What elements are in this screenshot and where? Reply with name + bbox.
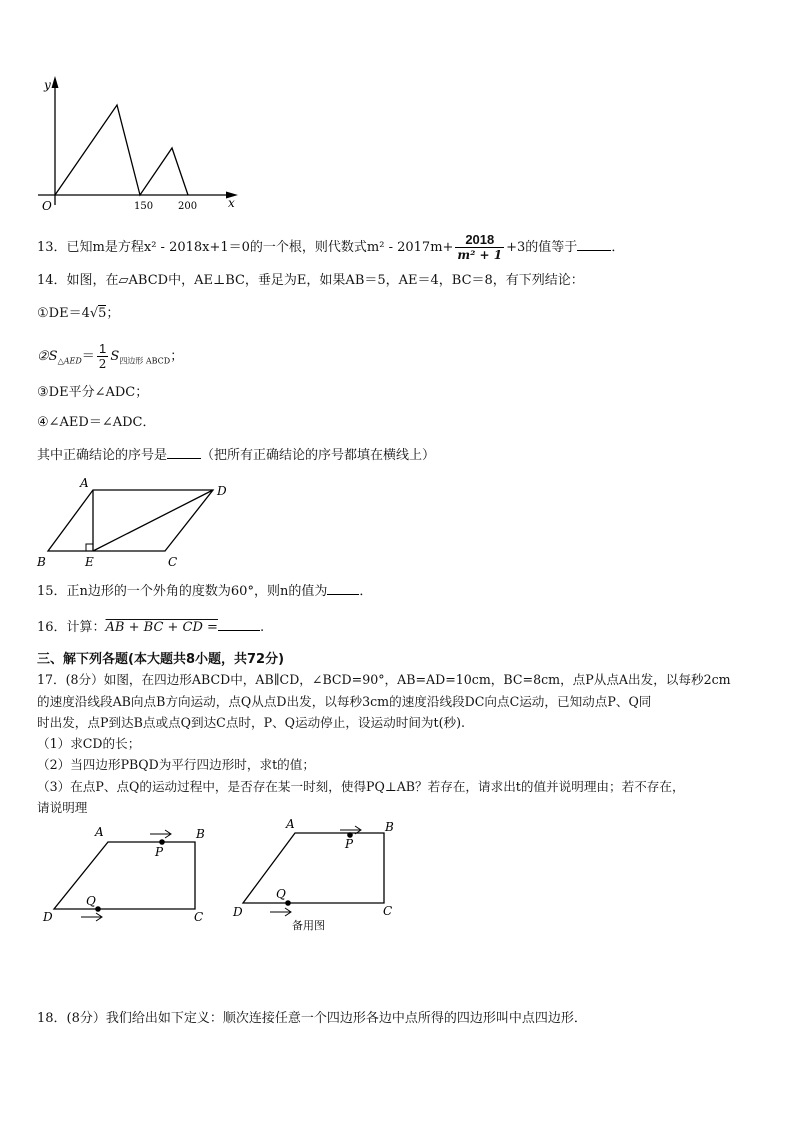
q14-answer-blank[interactable] [167,458,201,459]
q13-fraction [455,232,504,263]
fig2-label-b: B [385,820,394,834]
x-axis-label: x [228,196,235,210]
q13-prefix: 13．已知m是方程x² - 2018x+1＝0的一个根，则代数式m² - 2017m+ [37,240,454,255]
q17-line-3: 时出发，点P到达B点或点Q到达C点时，P、Q运动停止，设运动时间为t(秒). [37,715,466,730]
fig2-label-c: C [383,904,393,918]
label-b: B [37,555,46,569]
fig2-label-d: D [233,905,243,919]
x-axis [38,192,238,199]
q13-end: ． [611,240,625,255]
q15-prefix: 15．正n边形的一个外角的度数为60°，则n的值为 [37,584,328,599]
right-angle-mark [86,544,93,551]
question-13 [37,232,624,263]
q14-c2-numerator: 1 [97,341,109,357]
origin-label: O [42,199,52,213]
q14-ask-suffix: （把所有正确结论的序号都填在横线上） [201,448,436,463]
fig2-label-q: Q [276,887,286,901]
q14-question [37,447,435,465]
q13-suffix: +3的值等于 [506,240,578,255]
q13-answer-blank[interactable] [577,250,611,251]
fig1-label-a: A [95,825,104,839]
q14-c2-prefix: ②S [37,349,58,364]
fig2-caption: 备用图 [292,919,325,932]
q14-conclusion-3: ③DE平分∠ADC； [37,385,149,400]
graph-line [55,105,188,195]
q17-part-2: （2）当四边形PBQD为平行四边形时，求t的值； [37,757,315,772]
q14-conclusion-2 [37,341,183,372]
q17-part-1: （1）求CD的长； [37,736,141,751]
q14-c2-s: S [110,349,120,364]
point-q-1 [95,906,101,912]
distance-time-graph [0,0,794,230]
q14-c2-sub2: 四边形 ABCD [119,356,171,366]
trapezoid-abcd-1 [54,842,195,909]
q14-c2-fraction [97,341,109,372]
q14-c2-denominator: 2 [98,357,107,371]
q14-c2-eq: ＝ [81,349,95,364]
q14-conclusion-1 [37,305,119,323]
sqrt-sign-icon: √ [89,306,99,321]
question-18: 18．(8分）我们给出如下定义：顺次连接任意一个四边形各边中点所得的四边形叫中点四边形． [37,1011,587,1026]
fig1-label-b: B [196,827,205,841]
fig1-label-q: Q [86,894,96,908]
tick-label-150: 150 [134,201,154,212]
fig1-label-c: C [194,910,204,924]
q14-c1-suffix: ； [106,306,120,321]
segment-de [93,490,213,551]
trapezoid-figures [0,817,794,940]
q13-frac-denominator: m² + 1 [457,248,503,262]
q16-answer-blank[interactable] [218,630,260,631]
q16-prefix: 16．计算： [37,620,106,635]
q14-ask-prefix: 其中正确结论的序号是 [37,448,168,463]
fig1-label-d: D [43,910,53,924]
point-p-1 [159,839,165,845]
fig1-label-p: P [155,845,164,859]
label-a: A [80,476,89,490]
label-d: D [217,484,227,498]
q14-conclusion-4: ④∠AED＝∠ADC． [37,415,156,430]
y-axis [52,76,59,205]
parallelogram-abcd [48,490,213,551]
trapezoid-figure-2 [232,817,394,932]
q14-c2-suffix: ； [170,349,184,364]
y-axis-label: y [44,78,51,92]
question-16 [37,619,264,637]
q17-part-3-continued: 请说明理 [37,800,88,815]
fig2-label-p: P [345,837,354,851]
q16-suffix: . [259,620,265,635]
question-14-stem: 14．如图，在▱ABCD中，AE⊥BC，垂足为E，如果AB＝5，AE＝4，BC＝8，有下列结论： [37,273,584,288]
tick-label-200: 200 [178,201,198,212]
label-e: E [85,555,94,569]
q14-c1-prefix: ①DE＝4 [37,306,90,321]
label-c: C [168,555,178,569]
q14-c1-radicand: 5 [98,306,107,321]
point-q-2 [285,900,291,906]
q13-frac-numerator: 2018 [455,232,504,248]
q17-part-3: （3）在点P、点Q的运动过程中，是否存在某一时刻，使得PQ⊥AB？若存在，请求出t的值并说明理由；若不存在， [37,779,685,794]
q15-answer-blank[interactable] [327,594,359,595]
parallelogram-figure [0,475,794,575]
q17-line-2: 的速度沿线段AB向点B方向运动，点Q从点D出发，以每秒3cm的速度沿线段DC向点C运动，已知动点P、Q同 [37,694,652,709]
trapezoid-figure-1 [42,825,205,924]
question-15 [37,583,372,601]
q15-suffix: ． [359,584,373,599]
fig2-label-a: A [286,817,295,831]
q14-c2-sub1: △AED [57,356,82,366]
trapezoid-abcd-2 [243,833,384,903]
q16-vector-expression: AB + BC + CD = [105,620,218,635]
q17-line-1: 17．(8分）如图，在四边形ABCD中，AB∥CD，∠BCD=90°，AB=AD=10cm，BC=8cm，点P从点A出发，以每秒2cm [37,672,731,687]
section-3-title: 三、解下列各题(本大题共8小题，共72分) [37,652,285,667]
